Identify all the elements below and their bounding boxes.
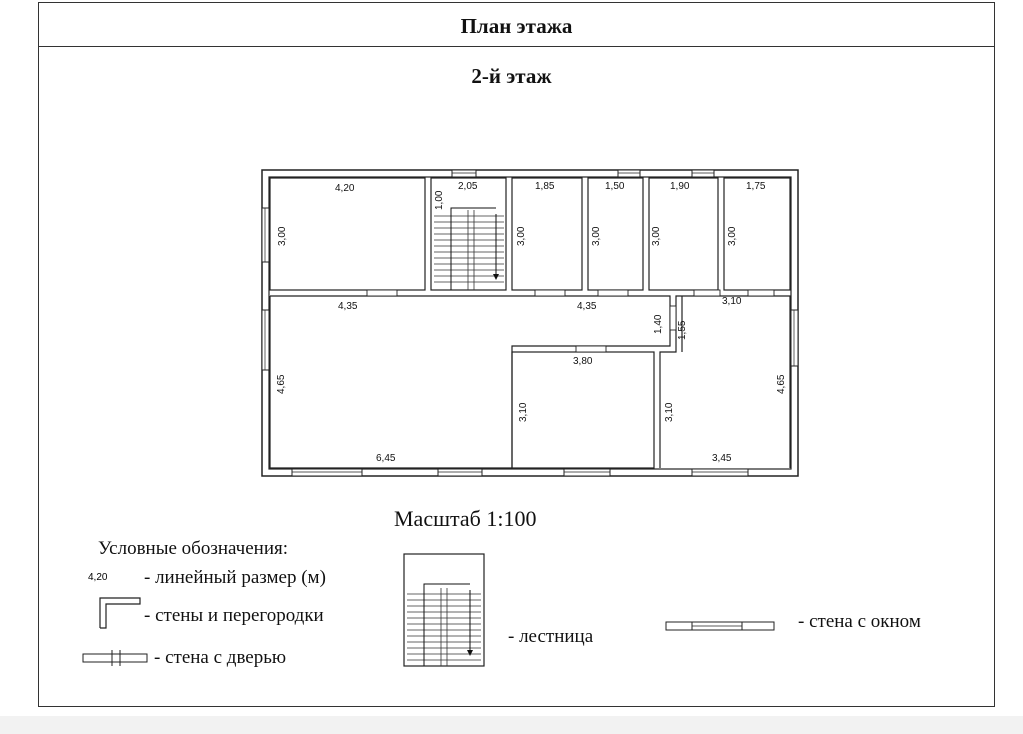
- dim-room2-w: 1,85: [535, 181, 555, 192]
- dim-stair-w: 2,05: [458, 181, 478, 192]
- hall-inner: [276, 302, 664, 462]
- legend-stair-arrowhead: [467, 650, 473, 656]
- legend-window: - стена с окном: [798, 611, 921, 632]
- dim-room4-h: 3,00: [651, 226, 662, 246]
- floor-label: 2-й этаж: [471, 64, 552, 88]
- dim-room-right-bottom: 3,45: [712, 453, 732, 464]
- dim-room5-w: 1,75: [746, 181, 766, 192]
- legend-stair-box: [404, 554, 484, 666]
- dim-hall-top-mid: 4,35: [577, 301, 597, 312]
- scale-label: Масштаб 1:100: [394, 506, 537, 531]
- room-top-left: [270, 178, 425, 290]
- window-lines: [265, 173, 794, 472]
- dim-room-center-right-h: 3,10: [664, 402, 675, 422]
- stair-steps: [434, 210, 504, 290]
- legend-sample-dim: 4,20: [88, 572, 108, 583]
- stair-arrow-up: [451, 208, 496, 290]
- dim-room5-h: 3,00: [727, 226, 738, 246]
- dim-room1-h: 3,00: [277, 226, 288, 246]
- dim-hall-bottom: 6,45: [376, 453, 396, 464]
- dim-room-right-h: 4,65: [776, 374, 787, 394]
- hall-outline: [270, 296, 670, 468]
- dim-hall-top-left: 4,35: [338, 301, 358, 312]
- dim-room-center-h: 3,10: [518, 402, 529, 422]
- dim-room4-w: 1,90: [670, 181, 690, 192]
- doors: [367, 290, 774, 352]
- legend-linear: - линейный размер (м): [144, 567, 326, 588]
- dim-corridor-h: 1,55: [677, 320, 688, 340]
- dim-hall-step-h: 1,40: [653, 314, 664, 334]
- outer-wall-inner: [269, 177, 791, 469]
- legend-heading: Условные обозначения:: [98, 538, 289, 559]
- legend-door: - стена с дверью: [154, 647, 287, 668]
- stair-arrowhead: [493, 274, 499, 280]
- legend-wall-icon: [100, 598, 140, 628]
- dim-room-right-top: 3,10: [722, 296, 742, 307]
- dim-stair-h: 1,00: [434, 190, 445, 210]
- dim-room3-h: 3,00: [591, 226, 602, 246]
- bottom-strip: [0, 716, 1023, 734]
- dim-room3-w: 1,50: [605, 181, 625, 192]
- legend-walls: - стены и перегородки: [144, 605, 324, 626]
- legend-door-icon: [83, 654, 147, 662]
- dim-room1-w: 4,20: [335, 183, 355, 194]
- page-title: План этажа: [460, 14, 573, 38]
- legend-stairs: - лестница: [508, 626, 594, 647]
- dim-room2-h: 3,00: [516, 226, 527, 246]
- dim-room-center-w: 3,80: [573, 356, 593, 367]
- dim-hall-left-h: 4,65: [276, 374, 287, 394]
- room-center: [512, 352, 654, 468]
